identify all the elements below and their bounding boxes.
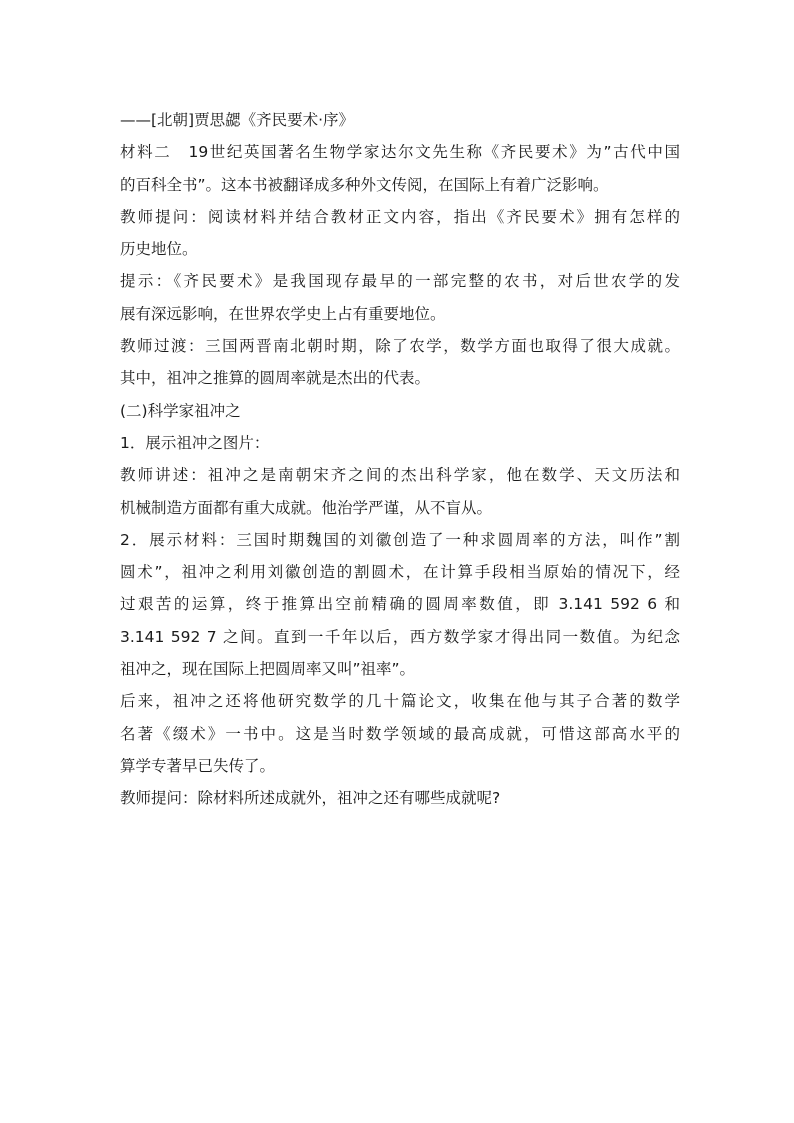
teacher-question-line-1: 教师提问：阅读材料并结合教材正文内容，指出《齐民要术》拥有怎样的 <box>120 207 680 226</box>
teacher-narration-line-1: 教师讲述：祖冲之是南朝宋齐之间的杰出科学家，他在数学、天文历法和 <box>120 466 680 485</box>
section-heading: (二)科学家祖冲之 <box>120 401 241 420</box>
document-body <box>120 104 680 815</box>
later-paragraph-line-1: 后来，祖冲之还将他研究数学的几十篇论文，收集在他与其子合著的数学 <box>120 692 680 711</box>
material-display-line-5: 祖冲之，现在国际上把圆周率又叫”祖率”。 <box>120 660 416 679</box>
hint-line-1: 提示：《齐民要术》是我国现存最早的一部完整的农书，对后世农学的发 <box>120 272 680 291</box>
step-one-heading: 1．展示祖冲之图片： <box>120 433 270 452</box>
teacher-transition-line-2: 其中，祖冲之推算的圆周率就是杰出的代表。 <box>120 369 431 388</box>
teacher-transition-line-1: 教师过渡：三国两晋南北朝时期，除了农学，数学方面也取得了很大成就。 <box>120 337 680 356</box>
material-two-line-1: 材料二 19世纪英国著名生物学家达尔文先生称《齐民要术》为”古代中国 <box>120 143 680 162</box>
source-citation: ——[北朝]贾思勰《齐民要术·序》 <box>120 111 355 129</box>
material-display-line-4: 3.141 592 7 之间。直到一千年以后，西方数学家才得出同一数值。为纪念 <box>120 627 680 646</box>
teacher-question-line-2: 历史地位。 <box>120 240 198 259</box>
material-two-line-2: 的百科全书”。这本书被翻译成多种外文传阅，在国际上有着广泛影响。 <box>120 175 609 194</box>
material-display-line-2: 圆术”，祖冲之利用刘徽创造的割圆术，在计算手段相当原始的情况下，经 <box>120 563 680 582</box>
material-display-line-1: 2．展示材料：三国时期魏国的刘徽创造了一种求圆周率的方法，叫作”割 <box>120 530 680 549</box>
later-paragraph-line-2: 名著《缀术》一书中。这是当时数学领域的最高成就，可惜这部高水平的 <box>120 724 680 743</box>
teacher-narration-line-2: 机械制造方面都有重大成就。他治学严谨，从不盲从。 <box>120 498 493 517</box>
final-teacher-question: 教师提问：除材料所述成就外，祖冲之还有哪些成就呢? <box>120 789 501 808</box>
material-display-line-3: 过艰苦的运算，终于推算出空前精确的圆周率数值，即 3.141 592 6 和 <box>120 595 680 614</box>
later-paragraph-line-3: 算学专著早已失传了。 <box>120 756 276 775</box>
hint-line-2: 展有深远影响，在世界农学史上占有重要地位。 <box>120 304 446 323</box>
